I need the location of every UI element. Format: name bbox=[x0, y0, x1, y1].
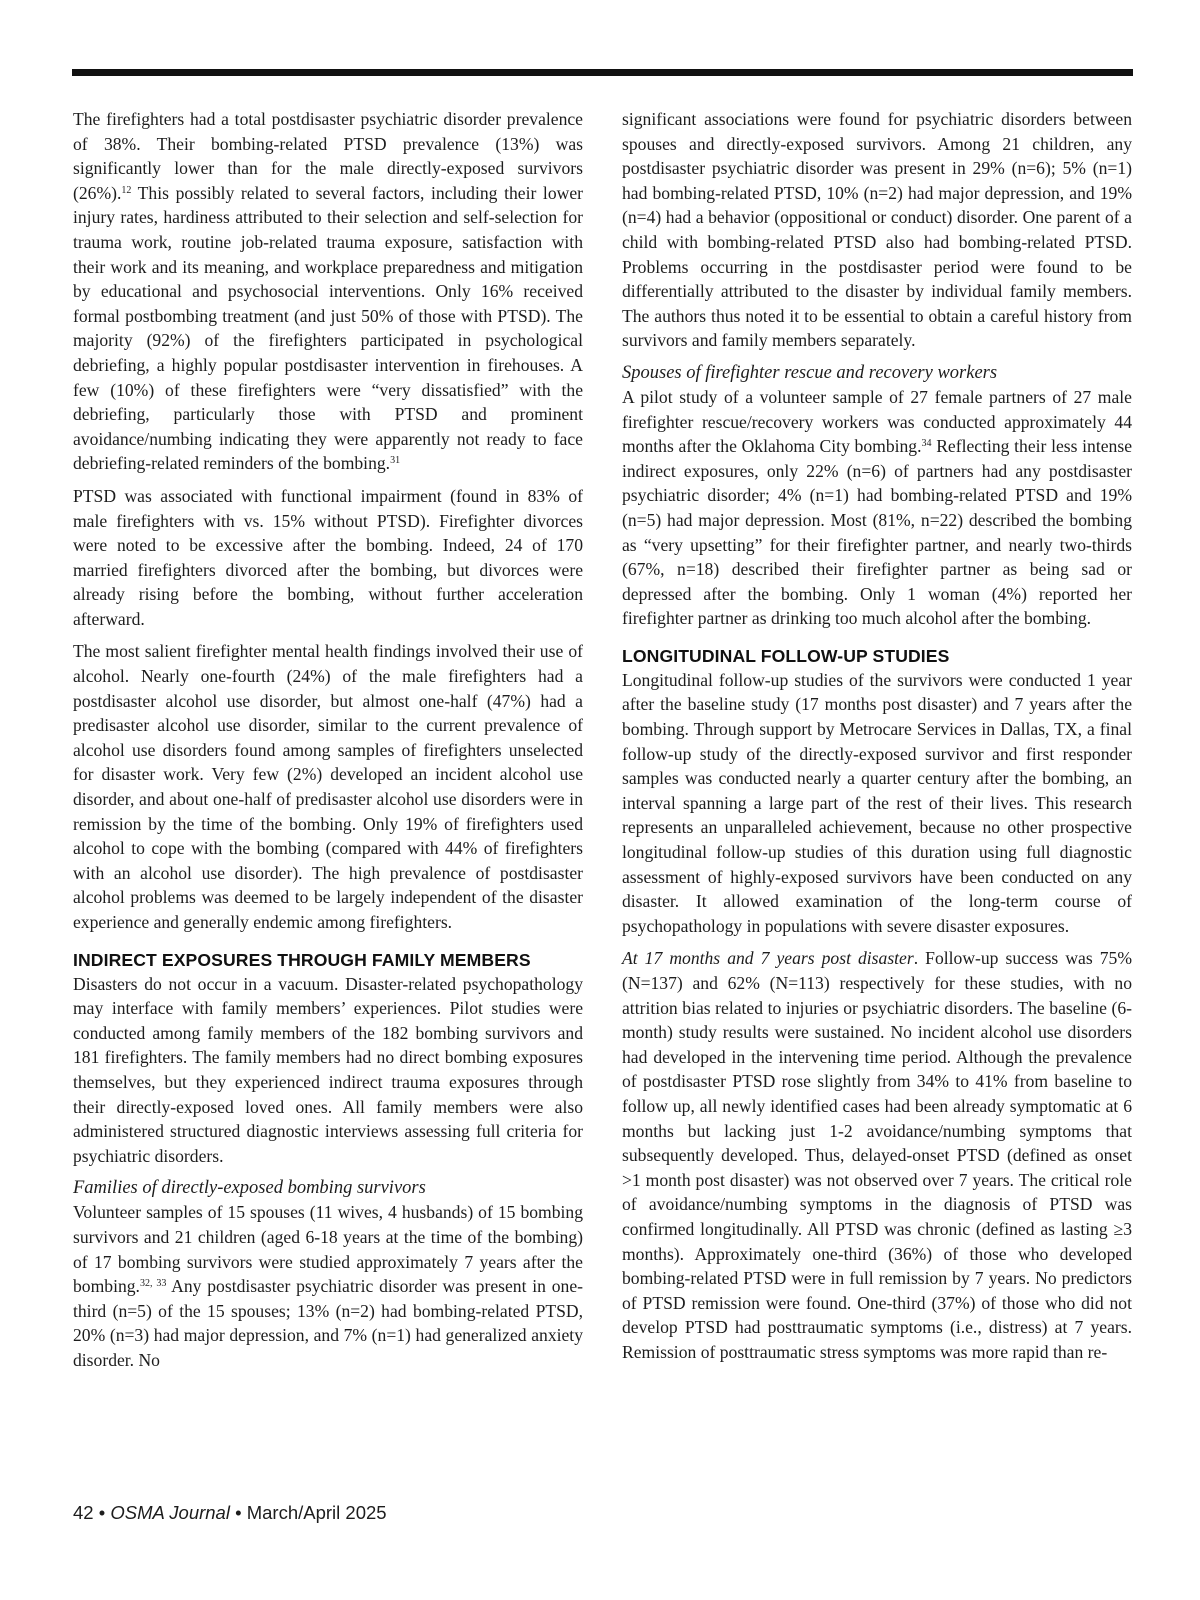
run-in-heading: At 17 months and 7 years post disaster bbox=[622, 948, 914, 969]
page-footer: 42 • OSMA Journal • March/April 2025 bbox=[73, 1502, 387, 1523]
paragraph: Longitudinal follow-up studies of the survivors were conducted 1 year after the baseline study (17 months post disaster) and 7 years after the bombing. Through support by Metrocare Services in Dallas, TX, a final follow-up study of the directly-exposed survivor and first responder samples was conducted nearly a quarter century after the bombing, an interval spanning a large part of the rest of their lives. This research represents an unparalleled achievement, because no other prospective longitudinal follow-up studies of this duration using full diagnostic assessment of highly-exposed survivors have been conducted on any disaster. It allowed examination of the long-term course of psychopathology in populations with severe disaster exposures. bbox=[622, 669, 1132, 936]
paragraph: At 17 months and 7 years post disaster. Follow-up success was 75% (N=137) and 62% (N=113) respectively for these studies, with no attrition bias related to injuries or psychiatric disorders. The baseline (6-month) study results were sustained. No incident alcohol use disorders had developed in the intervening time period. Although the prevalence of postdisaster PTSD rose slightly from 34% to 41% from baseline to follow up, all newly identified cases had been already symptomatic at 6 months but lacking just 1-2 avoidance/numbing symptoms that subsequently developed. Thus, delayed-onset PTSD (defined as onset >1 month post disaster) was not observed over 7 years. The critical role of avoidance/numbing symptoms in the diagnosis of PTSD was confirmed longitudinally. All PTSD was chronic (defined as lasting ≥3 months). Approximately one-third (36%) of those who developed bombing-related PTSD were in full remission by 7 years. No predictors of PTSD remission were found. One-third (37%) of those who did not develop PTSD had posttraumatic symptoms (i.e., distress) at 7 years. Remission of posttraumatic stress symptoms was more rapid than re- bbox=[622, 948, 1132, 1362]
section-heading: INDIRECT EXPOSURES THROUGH FAMILY MEMBERS bbox=[73, 949, 531, 970]
subsection-heading: Families of directly-exposed bombing survivors bbox=[73, 1178, 426, 1199]
paragraph: The most salient firefighter mental health findings involved their use of alcohol. Nearly one-fourth (24%) of the male firefighters had a postdisaster alcohol use disorder, but almost one-half (47%) had a predisaster alcohol use disorder, similar to the current prevalence of alcohol use disorders found among samples of firefighters unselected for disaster work. Very few (2%) developed an incident alcohol use disorder, and about one-half of predisaster alcohol use disorders were in remission by the time of the bombing. Only 19% of firefighters used alcohol to cope with the bombing (compared with 44% of firefighters with an alcohol use disorder). The high prevalence of postdisaster alcohol problems was deemed to be largely independent of the disaster experience and generally endemic among firefighters. bbox=[73, 641, 583, 932]
section-heading: LONGITUDINAL FOLLOW-UP STUDIES bbox=[622, 645, 950, 666]
paragraph: PTSD was associated with functional impairment (found in 83% of male firefighters with vs. 15% without PTSD). Firefighter divorces were noted to be excessive after the bombing. Indeed, 24 of 170 married firefighters divorced after the bombing, but divorces were already rising before the bombing, without further acceleration afterward. bbox=[73, 485, 583, 629]
paragraph: Disasters do not occur in a vacuum. Disaster-related psychopathology may interface with family members’ experiences. Pilot studies were conducted among family members of the 182 bombing survivors and 181 firefighters. The family members had no direct bombing exposures themselves, but they experienced indirect trauma exposures through their directly-exposed loved ones. All family members were also administered structured diagnostic interviews assessing full criteria for psychiatric disorders. bbox=[73, 973, 583, 1166]
paragraph: A pilot study of a volunteer sample of 27 female partners of 27 male firefighter rescue/recovery workers was conducted approximately 44 months after the Oklahoma City bombing.$^{34}$ Reflecting their less intense indirect exposures, only 22% (n=6) of partners had any postdisaster psychiatric disorder; 4% (n=1) had bombing-related PTSD and 19% (n=5) had major depression. Most (81%, n=22) described the bombing as “very upsetting” for their firefighter partner, and nearly two-thirds (67%, n=18) described their firefighter partner as being sad or depressed after the bombing. Only 1 woman (4%) reported her firefighter partner as drinking too much alcohol after the bombing. bbox=[622, 386, 1133, 629]
paragraph: Volunteer samples of 15 spouses (11 wives, 4 husbands) of 15 bombing survivors and 21 children (aged 6-18 years at the time of the bombing) of 17 bombing survivors were studied approximately 7 years after the bombing.$^{32, 33}$ Any postdisaster psychiatric disorder was present in one-third (n=5) of the 15 spouses; 13% (n=2) had bombing-related PTSD, 20% (n=3) had major depression, and 7% (n=1) had generalized anxiety disorder. No bbox=[73, 1202, 583, 1370]
paragraph: significant associations were found for psychiatric disorders between spouses and directly-exposed survivors. Among 21 children, any postdisaster psychiatric disorder was present in 29% (n=6); 5% (n=1) had bombing-related PTSD, 10% (n=2) had major depression, and 19% (n=4) had a behavior (oppositional or conduct) disorder. One parent of a child with bombing-related PTSD also had bombing-related PTSD. Problems occurring in the postdisaster period were found to be differentially attributed to the disaster by individual family members. The authors thus noted it to be essential to obtain a careful history from survivors and family members separately. bbox=[622, 109, 1132, 351]
subsection-heading: Spouses of firefighter rescue and recovery workers bbox=[622, 362, 998, 383]
right-column bbox=[622, 107, 1132, 1373]
journal-name: OSMA Journal bbox=[110, 1502, 230, 1523]
citation: 12 bbox=[121, 184, 132, 196]
citation: 34 bbox=[921, 438, 932, 450]
page-number: 42 bbox=[73, 1502, 94, 1523]
issue-date: March/April 2025 bbox=[246, 1502, 387, 1523]
top-rule bbox=[72, 69, 1133, 76]
left-column bbox=[73, 107, 583, 1381]
citation: 31 bbox=[390, 455, 401, 467]
citation: 32, 33 bbox=[139, 1278, 167, 1290]
paragraph: The firefighters had a total postdisaster psychiatric disorder prevalence of 38%. Their bombing-related PTSD prevalence (13%) was significantly lower than for the male directly-exposed survivors (26%).$^{12}$ This possibly related to several factors, including their lower injury rates, hardiness attributed to their selection and self-selection for trauma work, routine job-related trauma exposure, satisfaction with their work and its meaning, and workplace preparedness and mitigation by educational and psychosocial interventions. Only 16% received formal postbombing treatment (and just 50% of those with PTSD). The majority (92%) of the firefighters participated in psychological debriefing, a highly popular postdisaster intervention in firehouses. A few (10%) of these firefighters were “very dissatisfied” with the debriefing, particularly those with PTSD and prominent avoidance/numbing indicating they were apparently not ready to face debriefing-related reminders of the bombing.$^{31}$ bbox=[73, 109, 583, 474]
